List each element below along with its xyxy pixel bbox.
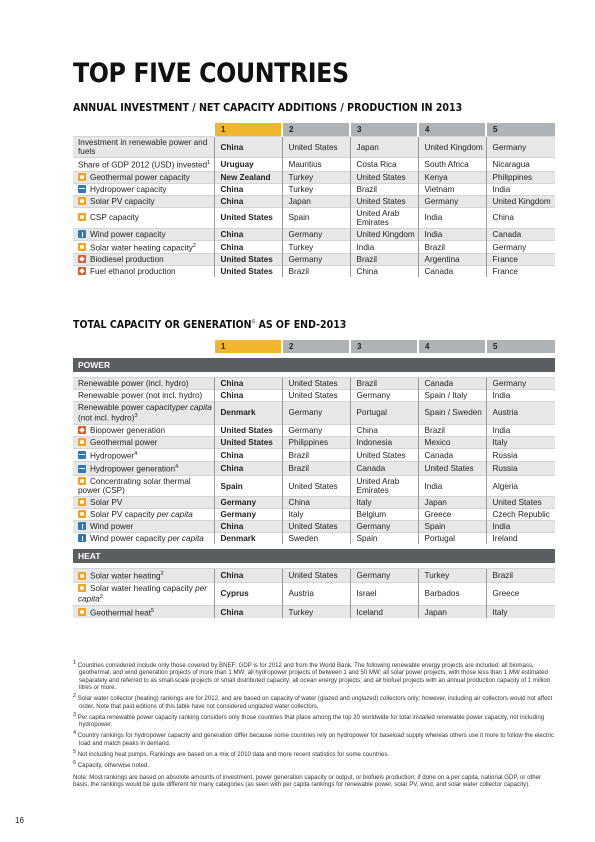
rank-4-cell: India: [418, 207, 486, 228]
rank-2-cell: Turkey: [282, 183, 350, 195]
footnote-number: 1: [73, 660, 77, 666]
footnote-ref: 2: [192, 242, 196, 249]
rank-1-cell: China: [214, 137, 282, 158]
row-label-italic: per capita: [165, 534, 204, 544]
rank-3-cell: Belgium: [350, 509, 418, 521]
rank-5-cell: Philippines: [486, 171, 555, 183]
row-label: Hydropower generation: [90, 465, 176, 475]
row-label-cell: [73, 448, 214, 462]
rank-4-cell: Brazil: [418, 424, 486, 436]
wind-icon: [78, 230, 86, 238]
row-label: Biodiesel production: [90, 255, 164, 265]
footnote: [73, 749, 555, 758]
rank-1-cell: United States: [214, 424, 282, 436]
table-row: [73, 254, 555, 266]
rank-4-cell: Spain / Italy: [418, 390, 486, 402]
row-label-cell: [73, 183, 214, 195]
rank-2-cell: Turkey: [282, 240, 350, 254]
rank-1-cell: Germany: [214, 509, 282, 521]
hydropower-icon: [78, 465, 86, 473]
rank-2-cell: United States: [282, 378, 350, 390]
rank-header-2: 2: [282, 123, 350, 137]
row-label-cell: [73, 533, 214, 545]
section-title-total: [73, 318, 346, 331]
row-label: Solar water heating capacity: [90, 583, 193, 593]
rank-3-cell: Germany: [350, 569, 418, 583]
table-row: [73, 533, 555, 545]
table-row: [73, 183, 555, 195]
rank-4-cell: India: [418, 476, 486, 497]
row-label-cell: [73, 497, 214, 509]
rank-2-cell: Germany: [282, 424, 350, 436]
table-row: [73, 436, 555, 448]
geothermal-icon: [78, 438, 86, 446]
rank-2-cell: United States: [282, 521, 350, 533]
row-label: Hydropower capacity: [90, 184, 167, 194]
rank-header-3: 3: [350, 340, 418, 353]
rank-4-cell: India: [418, 228, 486, 240]
row-label: Solar PV capacity: [90, 510, 155, 520]
rank-3-cell: China: [350, 424, 418, 436]
footnote-number: 4: [73, 730, 77, 737]
table-row: [73, 228, 555, 240]
rank-5-cell: United Kingdom: [486, 195, 555, 207]
footnote: [73, 712, 555, 729]
rank-4-cell: Mexico: [418, 436, 486, 448]
table-row: [73, 424, 555, 436]
row-label: Share of GDP 2012 (USD) invested: [78, 160, 208, 170]
rank-3-cell: Italy: [350, 497, 418, 509]
rank-1-cell: United States: [214, 436, 282, 448]
table-row: [73, 240, 555, 254]
table-row: [73, 605, 555, 618]
table-row: [73, 137, 555, 158]
row-label-cell: [73, 436, 214, 448]
rank-2-cell: Brazil: [282, 462, 350, 476]
rank-5-cell: Czech Republic: [486, 509, 555, 521]
rank-header-2: 2: [282, 340, 350, 353]
table-row: [73, 207, 555, 228]
biomass-icon: [78, 267, 86, 275]
rank-5-cell: Ireland: [486, 533, 555, 545]
rank-3-cell: United Arab Emirates: [350, 476, 418, 497]
geothermal-icon: [78, 173, 86, 181]
table-row: [73, 476, 555, 497]
row-label: Solar water heating capacity: [90, 243, 193, 253]
rank-4-cell: Spain: [418, 521, 486, 533]
page-title: TOP FIVE COUNTRIES: [73, 58, 349, 89]
rank-4-cell: Turkey: [418, 569, 486, 583]
table-row: [73, 582, 555, 605]
rank-5-cell: Greece: [486, 582, 555, 605]
rank-2-cell: Sweden: [282, 533, 350, 545]
rank-4-cell: Germany: [418, 195, 486, 207]
rank-2-cell: Germany: [282, 402, 350, 425]
row-label-italic: per capita: [78, 583, 207, 604]
table-annual: [73, 123, 555, 277]
row-label: Investment in renewable power and fuels: [78, 138, 208, 156]
rank-1-cell: China: [214, 569, 282, 583]
row-label-cell: [73, 171, 214, 183]
rank-header-5: 5: [486, 123, 555, 137]
footnote-text: Not including heat pumps. Rankings are based on a mix of 2010 data and more recent statistics for some countries.: [77, 751, 390, 759]
rank-1-cell: China: [214, 605, 282, 618]
footnote-ref: 5: [151, 607, 155, 614]
rank-4-cell: Kenya: [418, 171, 486, 183]
row-label-cell: [73, 582, 214, 605]
rank-header-1: 1: [214, 123, 282, 137]
rank-3-cell: United States: [350, 195, 418, 207]
footnote-number: 6: [73, 760, 77, 767]
final-note: Note: Most rankings are based on absolute amounts of investment, power generation capacity or output, or biofuels production; if done on a per capita, national GDP, or other basis, the rankings would be quite different for many categories (as seen with per capita rankings for renewable power, solar PV, wind, and solar water collector capacity).: [73, 773, 542, 789]
footnote: [73, 660, 555, 691]
rank-5-cell: India: [486, 521, 555, 533]
footnote-ref: 2: [99, 593, 103, 600]
rank-5-cell: Austria: [486, 402, 555, 425]
wind-icon: [78, 534, 86, 542]
row-label-cell: [73, 476, 214, 497]
rank-5-cell: Russia: [486, 462, 555, 476]
rank-3-cell: Spain: [350, 533, 418, 545]
rank-4-cell: Barbados: [418, 582, 486, 605]
rank-4-cell: Greece: [418, 509, 486, 521]
row-label: Geothermal power capacity: [90, 172, 190, 182]
row-label: Wind power: [90, 522, 134, 532]
rank-2-cell: Japan: [282, 195, 350, 207]
rank-3-cell: Indonesia: [350, 436, 418, 448]
footnote-text: Per capita renewable power capacity ranking considers only those countries that place among the top 20 worldwide for total installed renewable power capacity, not including hydropower.: [77, 713, 545, 729]
geothermal-icon: [78, 608, 86, 616]
row-label: Wind power capacity: [90, 229, 166, 239]
table-row: [73, 462, 555, 476]
rank-2-cell: Brazil: [282, 448, 350, 462]
rank-2-cell: United States: [282, 137, 350, 158]
rank-2-cell: Germany: [282, 254, 350, 266]
footnote-text: Capacity, otherwise noted.: [77, 762, 150, 770]
footnote-number: 2: [73, 693, 77, 700]
table-row: [73, 402, 555, 425]
row-label: Solar PV capacity: [90, 196, 155, 206]
rank-2-cell: Austria: [282, 582, 350, 605]
rank-3-cell: Germany: [350, 521, 418, 533]
table-row: [73, 448, 555, 462]
row-label: Hydropower: [90, 451, 135, 461]
rank-5-cell: Russia: [486, 448, 555, 462]
rank-4-cell: Canada: [418, 448, 486, 462]
rank-1-cell: China: [214, 195, 282, 207]
solar-icon: [78, 498, 86, 506]
rank-5-cell: United States: [486, 497, 555, 509]
rank-5-cell: Germany: [486, 137, 555, 158]
rank-2-cell: Germany: [282, 228, 350, 240]
rank-3-cell: United States: [350, 448, 418, 462]
rank-2-cell: Italy: [282, 509, 350, 521]
row-label: Biopower generation: [90, 425, 166, 435]
row-label-italic: per capita: [154, 510, 193, 520]
rank-1-cell: Spain: [214, 476, 282, 497]
rank-1-cell: Denmark: [214, 402, 282, 425]
row-label: CSP capacity: [90, 213, 139, 223]
rank-1-cell: China: [214, 462, 282, 476]
row-label: Geothermal power: [90, 437, 158, 447]
rank-5-cell: India: [486, 390, 555, 402]
rank-4-cell: Argentina: [418, 254, 486, 266]
row-label-cell: [73, 254, 214, 266]
rank-4-cell: Portugal: [418, 533, 486, 545]
rank-4-cell: Japan: [418, 497, 486, 509]
rank-5-cell: France: [486, 254, 555, 266]
row-label: Renewable power (incl. hydro): [78, 379, 189, 388]
row-label-cell: [73, 521, 214, 533]
rank-3-cell: Portugal: [350, 402, 418, 425]
rank-header-3: 3: [350, 123, 418, 137]
row-label-cell: [73, 390, 214, 402]
row-label-cell: [73, 207, 214, 228]
heat-heading: [73, 549, 555, 563]
row-label-tail: (not incl. hydro): [78, 413, 135, 423]
footnote-text: Countries considered include only those covered by BNEF; GDP is for 2012 and from the World Bank. The following renewable energy projects are included: all biomass, geothermal, and wind generation projects of more than 1 MW; all hydropower projects of between 1 and 50 MW; all solar power projects, with those less than 1 MW estimated separately and referred to as small-scale projects or small distributed capacity; all ocean energy projects; and all biofuel projects with an annual production capacity of 1 million litres or more.: [77, 662, 551, 691]
row-label-italic: per capita: [175, 403, 212, 412]
rank-4-cell: United Kingdom: [418, 137, 486, 158]
hydropower-icon: [78, 451, 86, 459]
rank-3-cell: Costa Rica: [350, 158, 418, 172]
solar-icon: [78, 213, 86, 221]
rank-1-cell: Uruguay: [214, 158, 282, 172]
row-label-cell: [73, 266, 214, 278]
table-row: [73, 509, 555, 521]
rank-3-cell: Brazil: [350, 254, 418, 266]
rank-2-cell: Turkey: [282, 171, 350, 183]
table-row: [73, 390, 555, 402]
row-label-cell: [73, 158, 214, 172]
footnote-ref: 3: [134, 413, 138, 419]
table-row: [73, 158, 555, 172]
rank-2-cell: China: [282, 497, 350, 509]
table-row: [73, 569, 555, 583]
section-title-total-text: TOTAL CAPACITY OR GENERATION: [73, 318, 252, 331]
wind-icon: [78, 522, 86, 530]
row-label-cell: [73, 195, 214, 207]
row-label-cell: [73, 462, 214, 476]
solar-icon: [78, 243, 86, 251]
rank-5-cell: Algeria: [486, 476, 555, 497]
footnote-ref: 2: [160, 571, 164, 578]
footnote: [73, 693, 555, 710]
row-label-cell: [73, 228, 214, 240]
rank-3-cell: Brazil: [350, 378, 418, 390]
rank-5-cell: France: [486, 266, 555, 278]
rank-5-cell: Germany: [486, 240, 555, 254]
rank-header-4: 4: [418, 123, 486, 137]
table-row: [73, 378, 555, 390]
footnote-ref: 1: [207, 160, 211, 166]
biomass-icon: [78, 426, 86, 434]
rank-2-cell: United States: [282, 476, 350, 497]
table-total: [73, 340, 555, 618]
rank-5-cell: Italy: [486, 605, 555, 618]
rank-1-cell: Germany: [214, 497, 282, 509]
footnote-ref: 4: [134, 450, 138, 457]
rank-5-cell: Nicaragua: [486, 158, 555, 172]
table-row: [73, 266, 555, 278]
row-label: Wind power capacity: [90, 534, 166, 544]
rank-3-cell: India: [350, 240, 418, 254]
rank-5-cell: Germany: [486, 378, 555, 390]
row-label: Solar PV: [90, 498, 123, 508]
page-number: 16: [15, 816, 24, 825]
row-label-cell: [73, 378, 214, 390]
rank-1-cell: Cyprus: [214, 582, 282, 605]
row-label-cell: [73, 569, 214, 583]
rank-5-cell: India: [486, 424, 555, 436]
row-label-cell: [73, 509, 214, 521]
rank-1-cell: China: [214, 448, 282, 462]
rank-3-cell: Germany: [350, 390, 418, 402]
hydropower-icon: [78, 185, 86, 193]
rank-2-cell: Brazil: [282, 266, 350, 278]
rank-3-cell: Iceland: [350, 605, 418, 618]
rank-4-cell: Vietnam: [418, 183, 486, 195]
rank-1-cell: China: [214, 378, 282, 390]
rank-3-cell: Canada: [350, 462, 418, 476]
power-heading-label: POWER: [73, 358, 555, 372]
footnote-text: Solar water collector (heating) rankings are for 2012, and are based on capacity of water (glazed and unglazed) collectors only; however, including air collectors would not affect order. Note that past editions of this table have not considered unglazed water collectors.: [77, 695, 553, 710]
rank-4-cell: South Africa: [418, 158, 486, 172]
solar-icon: [78, 197, 86, 205]
rank-3-cell: Israel: [350, 582, 418, 605]
rank-3-cell: United Arab Emirates: [350, 207, 418, 228]
rank-1-cell: China: [214, 521, 282, 533]
rank-1-cell: New Zealand: [214, 171, 282, 183]
rank-5-cell: Canada: [486, 228, 555, 240]
rank-header-4: 4: [418, 340, 486, 353]
footnote: [73, 760, 555, 769]
biomass-icon: [78, 255, 86, 263]
footnote-number: 5: [73, 749, 77, 756]
rank-1-cell: China: [214, 183, 282, 195]
rank-3-cell: Brazil: [350, 183, 418, 195]
rank-1-cell: United States: [214, 254, 282, 266]
rank-5-cell: Italy: [486, 436, 555, 448]
table-row: [73, 195, 555, 207]
rank-1-cell: China: [214, 240, 282, 254]
rank-5-cell: China: [486, 207, 555, 228]
section-title-total-tail: AS OF END-2013: [255, 318, 347, 331]
rank-4-cell: Canada: [418, 378, 486, 390]
solar-icon: [78, 572, 86, 580]
row-label: Concentrating solar thermal power (CSP): [78, 477, 191, 496]
rank-2-cell: United States: [282, 390, 350, 402]
rank-4-cell: Brazil: [418, 240, 486, 254]
rank-4-cell: United States: [418, 462, 486, 476]
rank-1-cell: China: [214, 228, 282, 240]
rank-3-cell: China: [350, 266, 418, 278]
row-label-cell: [73, 402, 214, 425]
rank-4-cell: Japan: [418, 605, 486, 618]
rank-4-cell: Canada: [418, 266, 486, 278]
rank-2-cell: Mauritius: [282, 158, 350, 172]
rank-2-cell: Spain: [282, 207, 350, 228]
rank-1-cell: United States: [214, 207, 282, 228]
row-label: Geothermal heat: [90, 608, 151, 618]
footnote: [73, 730, 555, 747]
table-row: [73, 521, 555, 533]
row-label: Fuel ethanol production: [90, 267, 176, 277]
row-label: Solar water heating: [90, 571, 161, 581]
rank-header-1: 1: [214, 340, 282, 353]
rank-2-cell: Turkey: [282, 605, 350, 618]
table-row: [73, 497, 555, 509]
power-heading: [73, 358, 555, 372]
solar-icon: [78, 584, 86, 592]
section-title-total-sup: 6: [251, 318, 256, 326]
row-label-cell: [73, 605, 214, 618]
footnotes: [73, 660, 555, 790]
rank-4-cell: Spain / Sweden: [418, 402, 486, 425]
rank-3-cell: Japan: [350, 137, 418, 158]
footnote-number: 3: [73, 711, 77, 718]
rank-2-cell: Philippines: [282, 436, 350, 448]
rank-5-cell: Brazil: [486, 569, 555, 583]
rank-3-cell: United States: [350, 171, 418, 183]
section-title-annual: ANNUAL INVESTMENT / NET CAPACITY ADDITIONS / PRODUCTION IN 2013: [73, 101, 463, 114]
rank-3-cell: United Kingdom: [350, 228, 418, 240]
row-label: Renewable power capacity: [78, 403, 176, 412]
solar-icon: [78, 477, 86, 485]
rank-1-cell: Denmark: [214, 533, 282, 545]
footnote-text: Country rankings for hydropower capacity and generation differ because some countries rely on hydropower for baseload supply whereas others use it more to follow the electric load and match peaks in demand.: [77, 732, 554, 747]
row-label: Renewable power (not incl. hydro): [78, 391, 203, 400]
row-label-cell: [73, 137, 214, 158]
rank-1-cell: China: [214, 390, 282, 402]
rank-5-cell: India: [486, 183, 555, 195]
heat-heading-label: HEAT: [73, 549, 555, 563]
table-row: [73, 171, 555, 183]
rank-1-cell: United States: [214, 266, 282, 278]
row-label-cell: [73, 424, 214, 436]
footnote-ref: 4: [175, 464, 179, 471]
row-label-cell: [73, 240, 214, 254]
rank-2-cell: United States: [282, 569, 350, 583]
rank-header-5: 5: [486, 340, 555, 353]
solar-icon: [78, 510, 86, 518]
